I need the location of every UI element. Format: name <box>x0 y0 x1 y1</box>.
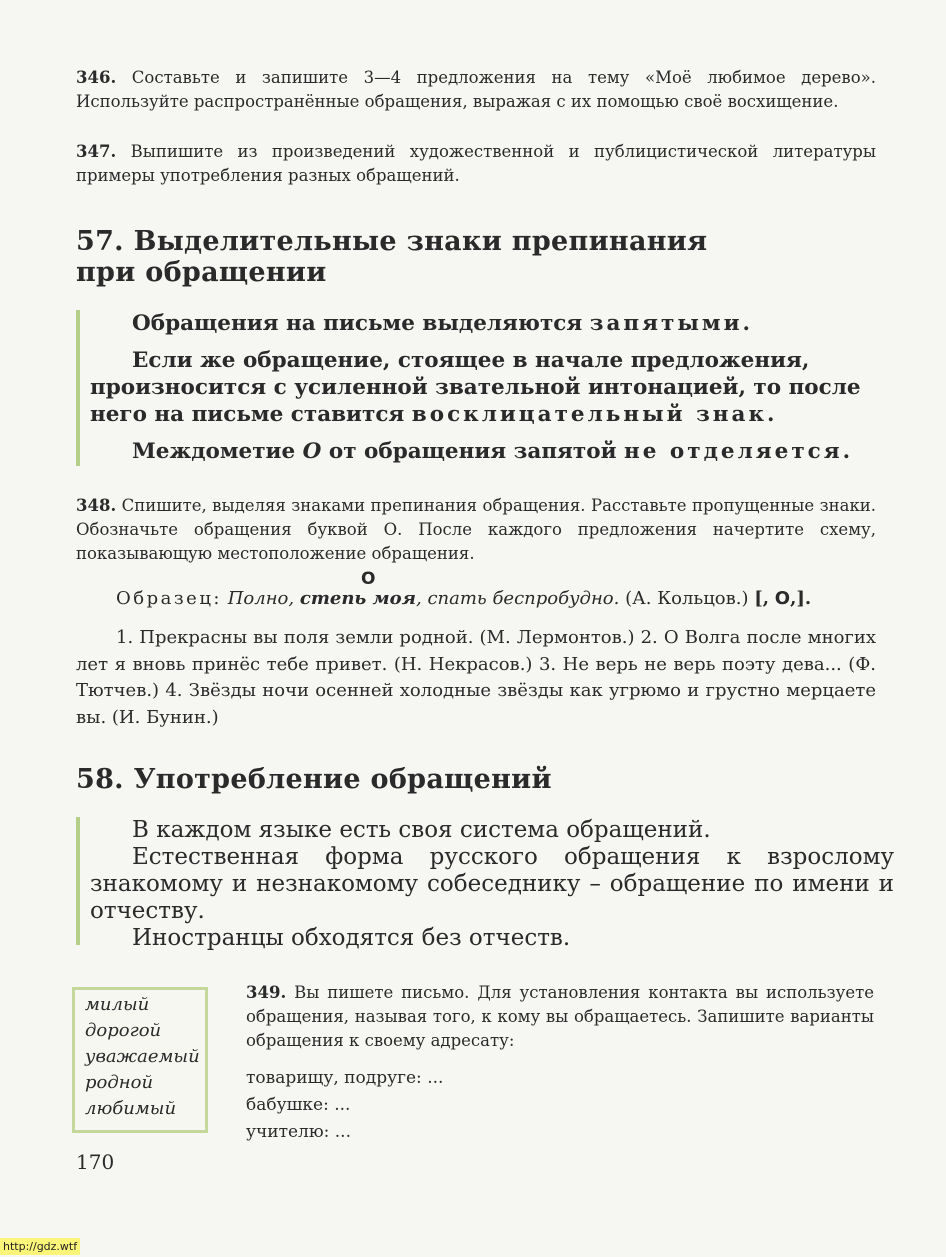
answer-list <box>246 1065 874 1146</box>
rule-paragraph: Если же обращение, стоящее в начале предложения, произносится с усиленной звательной интонацией, то после него на письме ставится восклицательный знак. <box>90 348 861 427</box>
word-box-item: любимый <box>85 1098 177 1119</box>
rule-box-57 <box>76 310 894 466</box>
section-57-heading: 57. Выделительные знаки препинания при обращении <box>76 226 708 288</box>
rule-paragraph: Обращения на письме выделяются запятыми. <box>132 311 754 336</box>
exercise-348: 348. Спишите, выделяя знаками препинания обращения. Расставьте пропущенные знаки. Обозначьте обращения буквой О. После каждого предложения начертите схему, показывающую местоположение обращения. <box>76 496 877 563</box>
word-box-item: милый <box>85 994 150 1015</box>
exercise-347: 347. Выпишите из произведений художественной и публицистической литературы примеры употребления разных обращений. <box>76 142 876 185</box>
rule-paragraph: Естественная форма русского обращения к взрослому знакомому и незнакомому собеседнику – обращение по имени и отчеству. <box>90 844 894 924</box>
word-box-item: уважаемый <box>85 1046 200 1067</box>
word-box-item: дорогой <box>85 1020 162 1041</box>
page-number: 170 <box>76 1150 115 1174</box>
exercise-348-sentences: 1. Прекрасны вы поля земли родной. (М. Лермонтов.) 2. О Волга после многих лет я вновь принёс тебе привет. (Н. Некрасов.) 3. Не верь не верь поэту дева... (Ф. Тютчев.) 4. Звёзды ночи осенней холодные звёзды как угрюмо и грустно мерцаете вы. (И. Бунин.) <box>76 627 876 728</box>
answer-item: учителю: ... <box>246 1122 351 1142</box>
watermark-link[interactable]: http://gdz.wtf <box>0 1238 80 1255</box>
rule-box-58 <box>76 817 894 951</box>
sample-line: О Образец: Полно, степь моя, спать беспробудно. (А. Кольцов.) [, О,]. <box>116 569 812 609</box>
exercise-346: 346. Составьте и запишите 3—4 предложения на тему «Моё любимое дерево». Используйте распространённые обращения, выражая с их помощью своё восхищение. <box>76 68 876 111</box>
answer-item: бабушке: ... <box>246 1095 351 1115</box>
word-box-item: родной <box>85 1072 154 1093</box>
section-58-heading: 58. Употребление обращений <box>76 764 552 795</box>
answer-item: товарищу, подруге: ... <box>246 1068 444 1088</box>
rule-paragraph: В каждом языке есть своя система обращений. <box>132 817 711 843</box>
word-box <box>72 987 208 1133</box>
rule-paragraph: Междометие О от обращения запятой не отделяется. <box>132 439 854 464</box>
rule-paragraph: Иностранцы обходятся без отчеств. <box>132 925 571 951</box>
exercise-349: 349. Вы пишете письмо. Для установления контакта вы используете обращения, называя того, к кому вы обращаетесь. Запишите варианты обращения к своему адресату: товарищу, подруге: ... бабушке: ... учителю: ... <box>246 981 874 1146</box>
